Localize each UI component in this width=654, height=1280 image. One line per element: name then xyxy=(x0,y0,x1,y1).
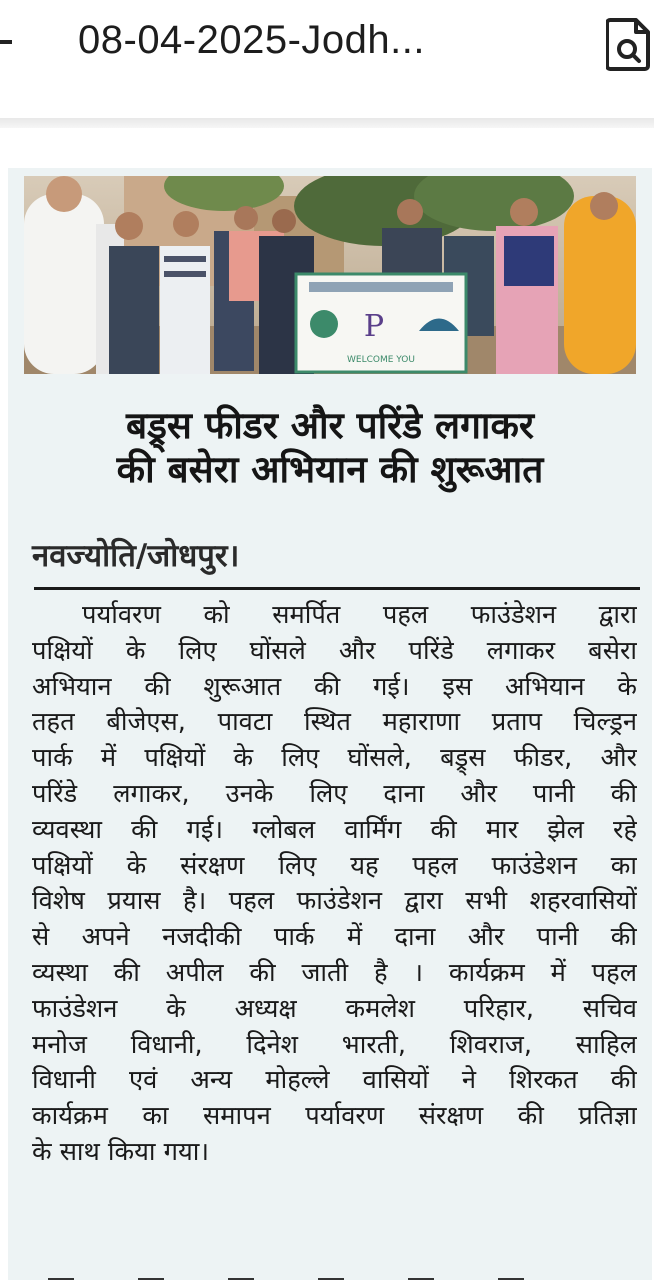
headline-line-2: की बसेरा अभियान की शुरूआत xyxy=(116,448,544,491)
article-dateline: नवज्योति/जोधपुर। xyxy=(32,538,240,574)
article-body-line: से अपने नजदीकी पार्क में दाना और पानी की xyxy=(32,922,637,953)
back-arrow-icon[interactable] xyxy=(0,40,12,44)
top-app-bar xyxy=(0,0,654,92)
document-search-icon[interactable] xyxy=(606,17,652,71)
document-title: 08-04-2025-Jodh... xyxy=(78,18,426,62)
headline-line-1: बड्र्स फीडर और परिंडे लगाकर xyxy=(125,404,535,447)
article-photo xyxy=(24,176,636,374)
article-body-line: परिंडे लगाकर, उनके लिए दाना और पानी की xyxy=(32,778,637,809)
article-body-line: के साथ किया गया। xyxy=(32,1136,210,1167)
article-body-line: कार्यक्रम का समापन पर्यावरण संरक्षण की प्रतिज्ञा xyxy=(32,1101,637,1132)
banner-welcome-text: WELCOME YOU xyxy=(347,355,415,365)
article-body-line: पर्यावरण को समर्पित पहल फाउंडेशन द्वारा xyxy=(82,600,637,630)
article-body-line: मनोज विधानी, दिनेश भारती, शिवराज, साहिल xyxy=(32,1029,637,1060)
article-body-line: व्यवस्था की गई। ग्लोबल वार्मिंग की मार झेल रहे xyxy=(32,814,637,845)
article-body-line: पार्क में पक्षियों के लिए घोंसले, बड्र्स फीडर, और xyxy=(32,743,637,774)
banner-logo-letter: P xyxy=(363,309,385,344)
article-body-line: विशेष प्रयास है। पहल फाउंडेशन द्वारा सभी शहरवासियों xyxy=(32,886,637,917)
article-body-line: फाउंडेशन के अध्यक्ष कमलेश परिहार, सचिव xyxy=(32,993,637,1024)
column-rule xyxy=(34,587,640,590)
article-body-line: अभियान की शुरूआत की गई। इस अभियान के xyxy=(32,671,637,702)
app-bar-divider xyxy=(0,118,654,128)
article-body-line: तहत बीजेएस, पावटा स्थित महाराणा प्रताप चिल्ड्रन xyxy=(32,707,637,738)
newspaper-clipping xyxy=(8,168,652,1280)
article-body-line: पक्षियों के संरक्षण लिए यह पहल फाउंडेशन का xyxy=(32,850,637,881)
article-body-line: पक्षियों के लिए घोंसले और परिंडे लगाकर बसेरा xyxy=(32,635,637,666)
article-body-line: व्यस्था की अपील की जाती है । कार्यक्रम में पहल xyxy=(32,957,637,988)
article-headline xyxy=(24,404,636,492)
next-article-edge xyxy=(48,1268,608,1280)
article-body xyxy=(32,598,637,1171)
article-body-line: विधानी एवं अन्य मोहल्ले वासियों ने शिरकत की xyxy=(32,1065,637,1096)
